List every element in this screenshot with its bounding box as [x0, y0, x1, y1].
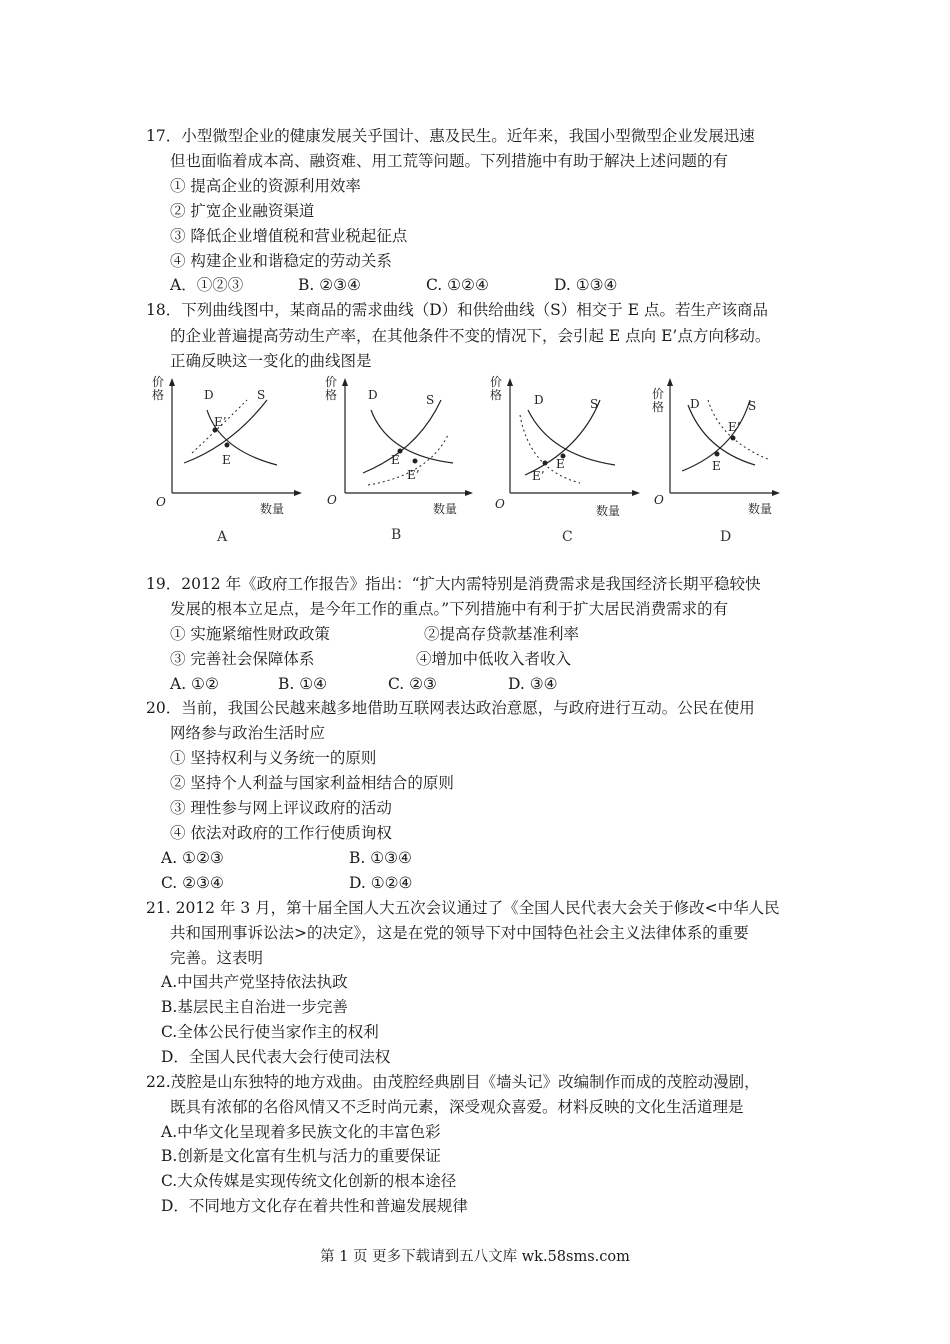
graph-d-e2-label: E’ — [728, 420, 741, 434]
graph-c — [490, 375, 630, 550]
graph-b-price-label: 价 — [325, 375, 338, 389]
graph-b-origin: O — [327, 493, 337, 507]
q20-stem-line1: 20．当前，我国公民越来越多地借助互联网表达政治意愿，与政府进行互动。公民在使用 — [146, 699, 755, 717]
q18-stem-line3: 正确反映这一变化的曲线图是 — [170, 352, 372, 370]
q17-choice-c: C. ①②④ — [426, 276, 489, 294]
page-footer: 第 1 页 更多下载请到五八文库 wk.58sms.com — [320, 1249, 630, 1265]
q17-choice-d: D. ①③④ — [554, 276, 618, 294]
q22-choice-d: D．不同地方文化存在着共性和普遍发展规律 — [161, 1197, 468, 1215]
q21-stem-line2: 共和国刑事诉讼法>的决定》，这是在党的领导下对中国特色社会主义法律体系的重要 — [170, 924, 749, 942]
q19-choice-b: B. ①④ — [278, 675, 328, 693]
q22-stem-line1: 22.茂腔是山东独特的地方戏曲。由茂腔经典剧目《墙头记》改编制作而成的茂腔动漫剧， — [146, 1073, 760, 1091]
graph-d-price-label: 价 — [652, 387, 665, 401]
graph-a-e-label: E — [222, 453, 231, 467]
q19-stem-line1: 19．2012 年《政府工作报告》指出：“扩大内需特别是消费需求是我国经济长期平稳较快 — [146, 575, 761, 593]
q17-option-1: ① 提高企业的资源利用效率 — [170, 177, 361, 195]
graph-c-price-label: 价 — [490, 375, 503, 389]
graph-b-d-label: D — [368, 388, 378, 402]
graph-b-caption: B — [391, 527, 402, 543]
q19-option-4: ④增加中低收入者收入 — [416, 650, 572, 668]
q21-choice-d: D．全国人民代表大会行使司法权 — [161, 1048, 391, 1066]
graph-a-d-label: D — [204, 388, 214, 402]
q19-choice-c: C. ②③ — [388, 675, 437, 693]
graph-d-d-label: D — [690, 397, 700, 411]
graph-a-caption: A — [217, 529, 228, 545]
q20-choice-c: C. ②③④ — [161, 874, 224, 892]
q22-choice-c: C.大众传媒是实现传统文化创新的根本途径 — [161, 1172, 457, 1190]
q17-option-3: ③ 降低企业增值税和营业税起征点 — [170, 227, 408, 245]
q17-option-2: ② 扩宽企业融资渠道 — [170, 202, 315, 220]
graph-d-e-label: E — [712, 459, 721, 473]
q20-stem-line2: 网络参与政治生活时应 — [170, 724, 326, 742]
q17-choice-a: A．①②③ — [170, 276, 244, 294]
q19-stem-line2: 发展的根本立足点，是今年工作的重点。”下列措施中有利于扩大居民消费需求的有 — [170, 600, 729, 618]
q17-stem-line1: 17．小型微型企业的健康发展关乎国计、惠及民生。近年来，我国小型微型企业发展迅速 — [146, 127, 755, 145]
graph-d-caption: D — [720, 529, 732, 545]
q22-stem-line2: 既具有浓郁的名俗风情又不乏时尚元素，深受观众喜爱。材料反映的文化生活道理是 — [170, 1098, 744, 1116]
graph-b-e-label: E — [391, 453, 400, 467]
q17-choice-b: B. ②③④ — [298, 276, 361, 294]
q22-choice-a: A.中华文化呈现着多民族文化的丰富色彩 — [161, 1123, 441, 1141]
q17-stem-line2: 但也面临着成本高、融资难、用工荒等问题。下列措施中有助于解决上述问题的有 — [170, 152, 729, 170]
q21-choice-a: A.中国共产党坚持依法执政 — [161, 973, 348, 991]
graph-c-quantity-label: 数量 — [596, 504, 621, 518]
graph-d-origin: O — [654, 493, 664, 507]
graph-b — [323, 375, 463, 550]
graph-a-quantity-label: 数量 — [260, 502, 285, 516]
q18-stem-line1: 18．下列曲线图中，某商品的需求曲线（D）和供给曲线（S）相交于 E 点。若生产该商品 — [146, 301, 768, 319]
graph-b-e2-label: E’ — [407, 468, 420, 482]
graph-b-price-label-2: 格 — [325, 388, 338, 402]
q19-option-2: ②提高存贷款基准利率 — [424, 625, 580, 643]
graph-a-s-label: S — [257, 388, 266, 402]
q21-stem-line1: 21. 2012 年 3 月，第十届全国人大五次会议通过了《全国人民代表大会关于修改<中华人民 — [146, 899, 780, 917]
graph-d — [650, 375, 790, 550]
graph-a-e2-label: E’ — [214, 415, 227, 429]
q20-option-3: ③ 理性参与网上评议政府的活动 — [170, 799, 392, 817]
graph-a — [152, 375, 292, 550]
graph-a-price-label: 价 — [152, 375, 165, 389]
q21-stem-line3: 完善。这表明 — [170, 949, 264, 967]
q19-option-3: ③ 完善社会保障体系 — [170, 650, 315, 668]
q20-choice-d: D. ①②④ — [349, 874, 413, 892]
q19-option-1: ① 实施紧缩性财政政策 — [170, 625, 330, 643]
q20-choice-b: B. ①③④ — [349, 849, 412, 867]
q19-choice-d: D. ③④ — [508, 675, 558, 693]
graph-c-s-label: S — [590, 397, 599, 411]
graph-b-quantity-label: 数量 — [433, 502, 458, 516]
graph-b-s-label: S — [426, 393, 435, 407]
graph-c-caption: C — [562, 529, 573, 545]
graph-c-price-label-2: 格 — [490, 388, 503, 402]
graph-c-e2-label: E’ — [532, 469, 545, 483]
graph-c-e-label: E — [556, 457, 565, 471]
graph-d-quantity-label: 数量 — [748, 502, 773, 516]
q19-choice-a: A. ①② — [170, 675, 219, 693]
q20-choice-a: A. ①②③ — [161, 849, 224, 867]
q20-option-4: ④ 依法对政府的工作行使质询权 — [170, 824, 392, 842]
graph-c-origin: O — [495, 497, 505, 511]
q20-option-2: ② 坚持个人利益与国家利益相结合的原则 — [170, 774, 454, 792]
graph-c-d-label: D — [534, 393, 544, 407]
q17-option-4: ④ 构建企业和谐稳定的劳动关系 — [170, 252, 392, 270]
q22-choice-b: B.创新是文化富有生机与活力的重要保证 — [161, 1147, 441, 1165]
graph-d-price-label-2: 格 — [652, 400, 665, 414]
q21-choice-b: B.基层民主自治进一步完善 — [161, 998, 348, 1016]
graph-d-s-label: S — [748, 399, 757, 413]
graph-a-origin: O — [156, 495, 166, 509]
graph-a-price-label-2: 格 — [152, 388, 165, 402]
q21-choice-c: C.全体公民行使当家作主的权利 — [161, 1023, 379, 1041]
q18-stem-line2: 的企业普遍提高劳动生产率，在其他条件不变的情况下，会引起 E 点向 E’点方向移动。 — [170, 327, 771, 345]
q20-option-1: ① 坚持权利与义务统一的原则 — [170, 749, 377, 767]
